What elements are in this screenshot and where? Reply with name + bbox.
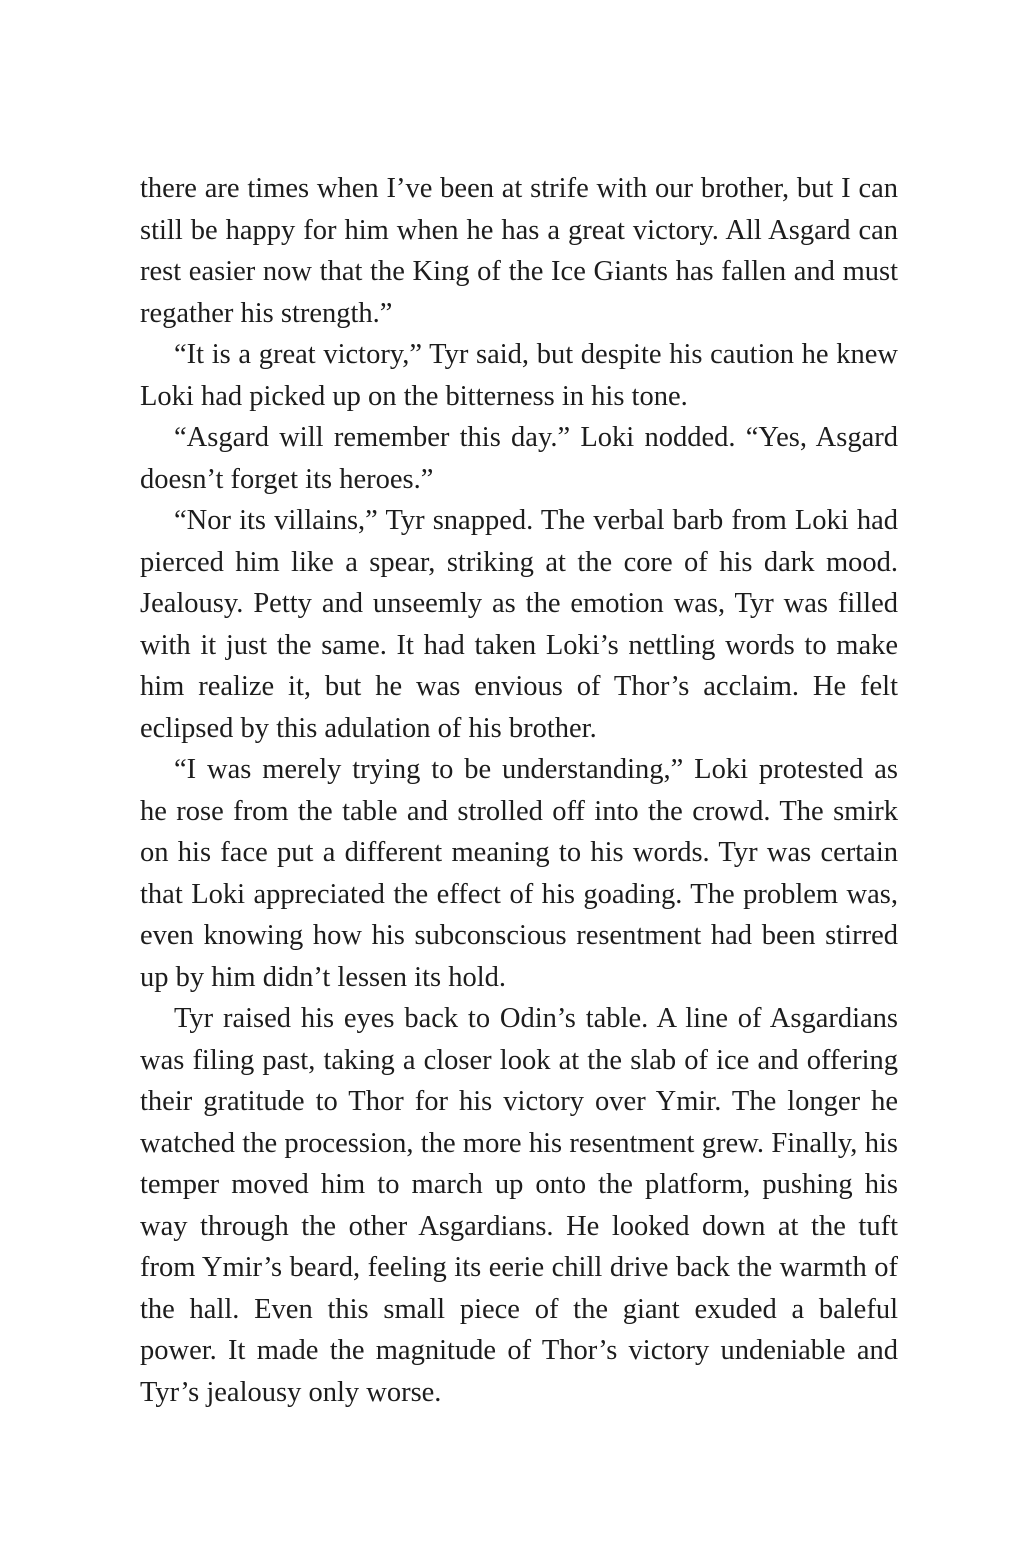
paragraph: “I was merely trying to be understanding,” Loki protested as he rose from the table and strolled off into the crowd. The smirk on his face put a different meaning to his words. Tyr was certain that Loki appreciated the effect of his goading. The problem was, even knowing how his subconscious resentment had been stirred up by him didn’t lessen its hold.: [140, 754, 898, 993]
paragraph: “It is a great victory,” Tyr said, but despite his caution he knew Loki had picked up on the bitterness in his tone.: [140, 339, 898, 412]
paragraph: “Asgard will remember this day.” Loki nodded. “Yes, Asgard doesn’t forget its heroes.”: [140, 422, 898, 495]
paragraph: Tyr raised his eyes back to Odin’s table. A line of Asgardians was filing past, taking a closer look at the slab of ice and offering their gratitude to Thor for his victory over Ymir. The longer he watched the procession, the more his resentment grew. Finally, his temper moved him to march up onto the platform, pushing his way through the other Asgardians. He looked down at the tuft from Ymir’s beard, feeling its eerie chill drive back the warmth of the hall. Even this small piece of the giant exuded a baleful power. It made the magnitude of Thor’s victory undeniable and Tyr’s jealousy only worse.: [140, 1003, 898, 1408]
book-text-column: [140, 168, 898, 1413]
paragraph: there are times when I’ve been at strife with our brother, but I can still be happy for him when he has a great victory. All Asgard can rest easier now that the King of the Ice Giants has fallen and must regather his strength.”: [140, 173, 898, 329]
paragraph: “Nor its villains,” Tyr snapped. The verbal barb from Loki had pierced him like a spear, striking at the core of his dark mood. Jealousy. Petty and unseemly as the emotion was, Tyr was filled with it just the same. It had taken Loki’s nettling words to make him realize it, but he was envious of Thor’s acclaim. He felt eclipsed by this adulation of his brother.: [140, 505, 898, 744]
